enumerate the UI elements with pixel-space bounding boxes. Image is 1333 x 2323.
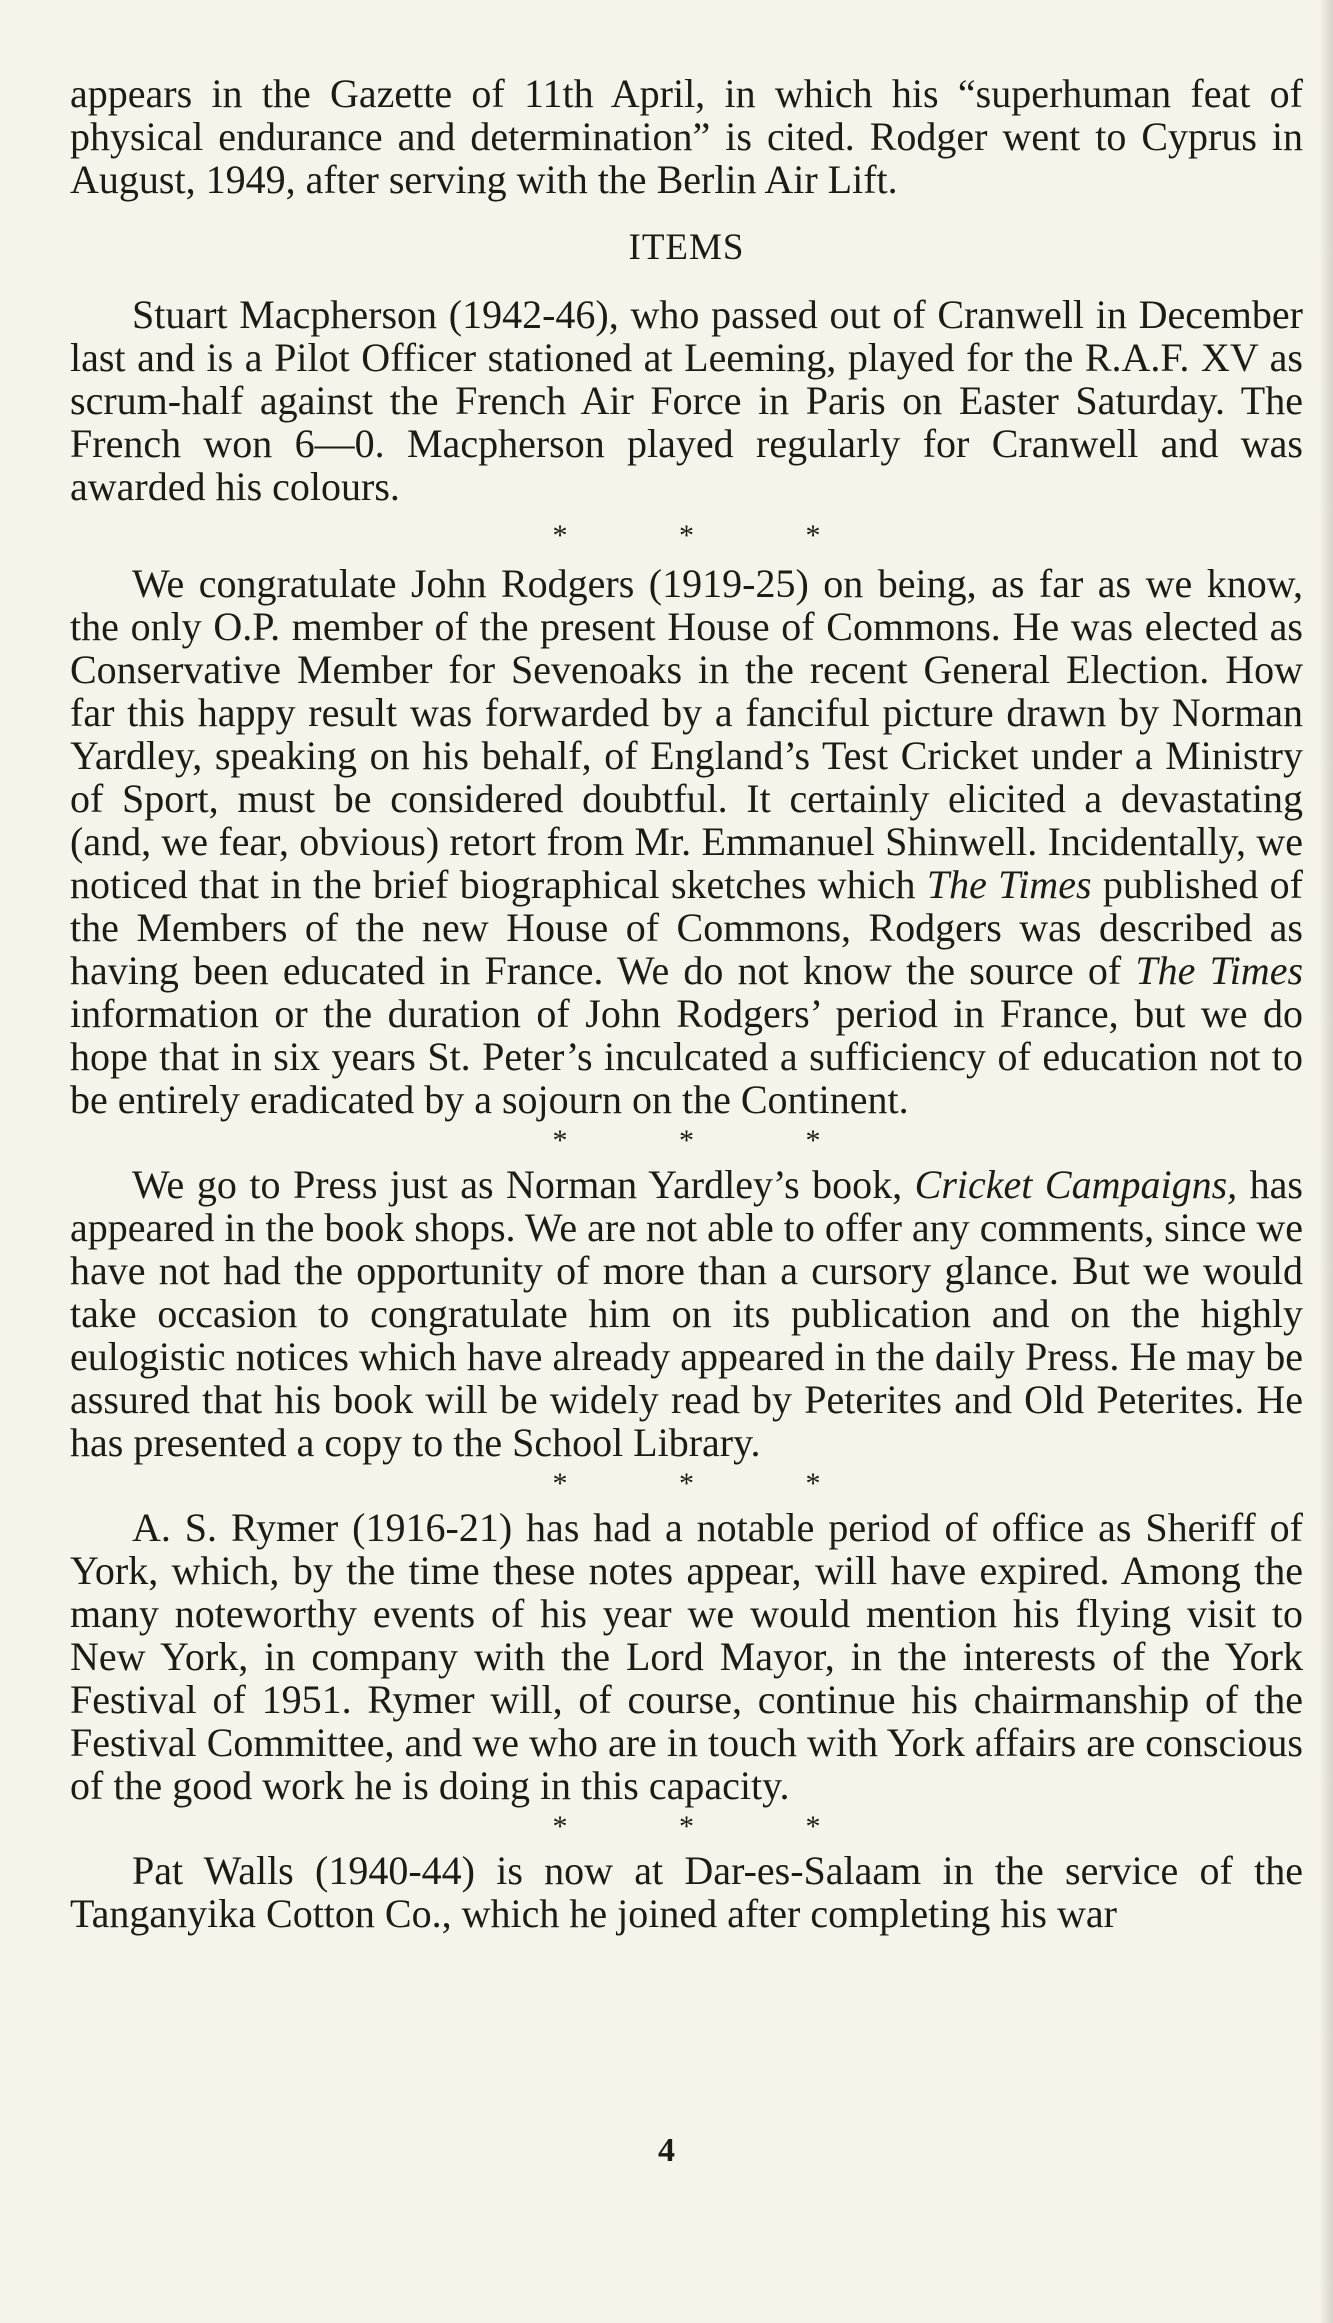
paragraph-text: information or the duration of John Rodgers’ period in France, but we do hope that in six years St. Peter’s inculcated a sufficiency of education not to be entirely eradicated by a sojourn on the Continent.: [70, 991, 1303, 1122]
item-paragraph-yardley: [70, 1163, 1303, 1464]
item-paragraph-rodgers: [70, 562, 1303, 1121]
paragraph-text: A. S. Rymer (1916-21) has had a notable period of office as Sheriff of York, which, by the time these notes appear, will have expired. Among the many noteworthy events of his year we would mention his flying visit to New York, in company with the Lord Mayor, in the interests of the York Festival of 1951. Rymer will, of course, continue his chairmanship of the Festival Committee, and we who are in touch with York affairs are conscious of the good work he is doing in this capacity.: [70, 1505, 1303, 1808]
page-edge-shadow: [1319, 0, 1333, 2323]
paragraph-text: Pat Walls (1940-44) is now at Dar-es-Salaam in the service of the Tanganyika Cotton Co., which he joined after completing his war: [70, 1848, 1303, 1936]
section-heading: ITEMS: [628, 227, 745, 268]
paragraph-text: Stuart Macpherson (1942-46), who passed out of Cranwell in December last and is a Pilot Officer stationed at Leeming, played for the R.A.F. XV as scrum-half against the French Air Force in Paris on Easter Saturday. The French won 6—0. Macpherson played regularly for Cranwell and was awarded his colours.: [70, 292, 1303, 509]
italic-title: The Times: [1135, 948, 1304, 993]
italic-title: The Times: [926, 862, 1092, 907]
item-separator: * * *: [552, 1124, 873, 1157]
paragraph-text: has appeared in the book shops. We are not able to offer any comments, since we have not had the opportunity of more than a cursory glance. But we would take occasion to congratulate him on its publication and on the highly eulogistic notices which have already appeared in the daily Press. He may be assured that his book will be widely read by Peterites and Old Peterites. He has presented a copy to the School Library.: [70, 1162, 1304, 1465]
page-number: 4: [658, 2132, 675, 2169]
item-paragraph-macpherson: [70, 293, 1303, 508]
paragraph-text: We go to Press just as Norman Yardley’s book,: [132, 1162, 915, 1207]
italic-title: Cricket Campaigns,: [914, 1162, 1238, 1207]
item-paragraph-rymer: [70, 1506, 1303, 1807]
document-page: [70, 72, 1303, 1935]
intro-paragraph: appears in the Gazette of 11th April, in which his “superhuman feat of physical endurance and determination” is cited. Rodger went to Cyprus in August, 1949, after serving with the Berlin Air Lift.: [70, 71, 1303, 202]
item-separator: * * *: [552, 1467, 873, 1500]
paragraph-text: We congratulate John Rodgers (1919-25) on being, as far as we know, the only O.P. member of the present House of Commons. He was elected as Conservative Member for Sevenoaks in the recent General Election. How far this happy result was forwarded by a fanciful picture drawn by Norman Yardley, speaking on his behalf, of England’s Test Cricket under a Ministry of Sport, must be considered doubtful. It certainly elicited a devastating (and, we fear, obvious) retort from Mr. Emmanuel Shinwell. Incidentally, we noticed that in the brief biographical sketches which: [70, 561, 1303, 907]
item-separator: * * *: [552, 519, 873, 552]
item-separator: * * *: [552, 1810, 873, 1843]
paragraph-text: published of the Members of the new House of Commons, Rodgers was described as having been educated in France. We do not know the source of: [70, 862, 1303, 993]
item-paragraph-walls: [70, 1849, 1303, 1935]
